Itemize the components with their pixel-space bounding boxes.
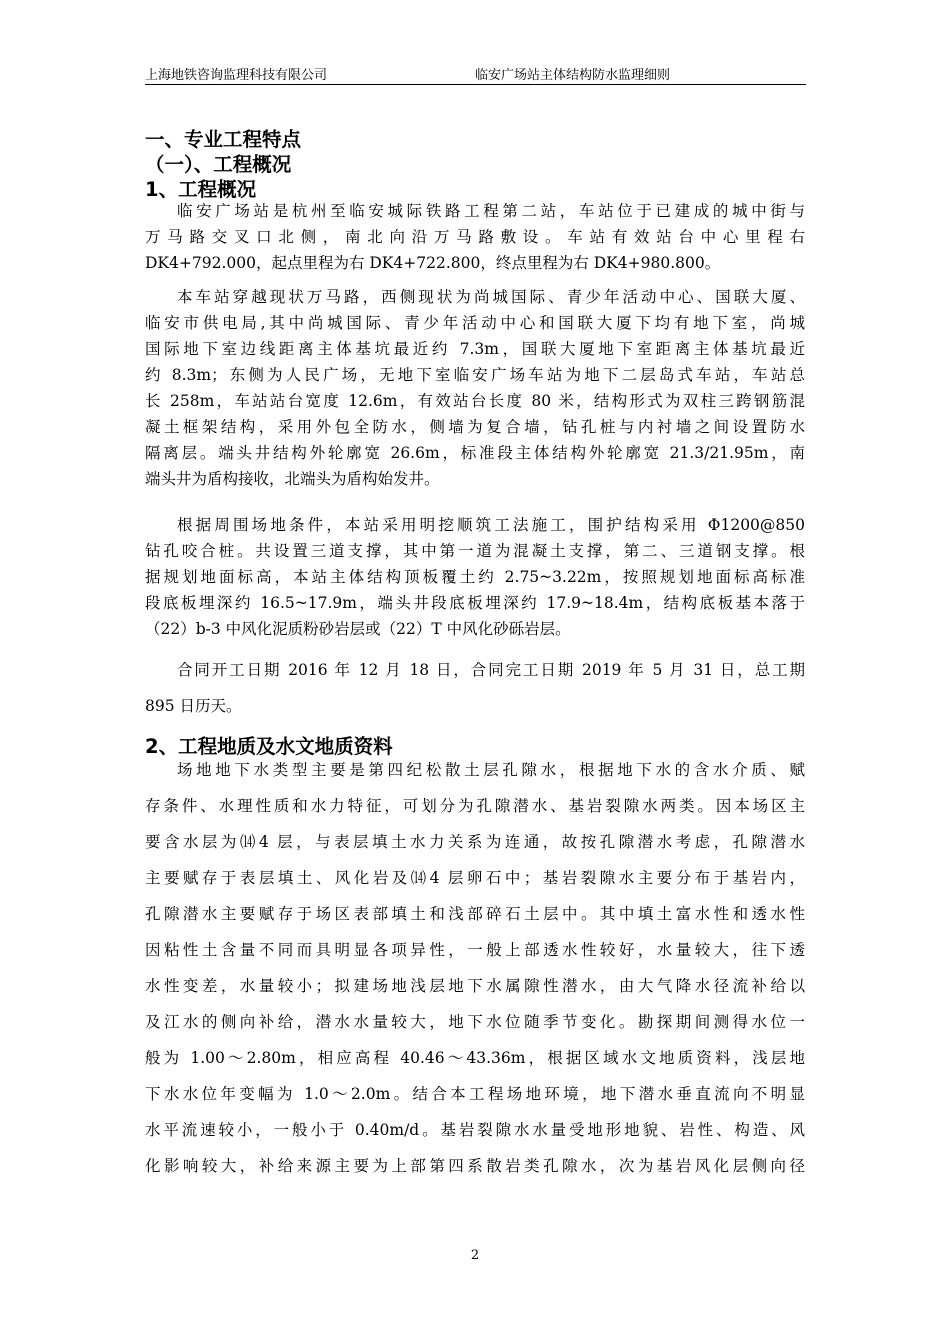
text-line: 临安广场站是杭州至临安城际铁路工程第二站，车站位于已建成的城中街与 bbox=[177, 202, 805, 220]
header-company: 上海地铁咨询监理科技有限公司 bbox=[145, 68, 328, 83]
text-line: 及江水的侧向补给，潜水水量较大，地下水位随季节变化。勘探期间测得水位一 bbox=[145, 1013, 805, 1031]
text-line: 国际地下室边线距离主体基坑最近约 7.3m，国联大厦地下室距离主体基坑最近 bbox=[145, 340, 805, 358]
text-line: 存条件、水理性质和水力特征，可划分为孔隙潜水、基岩裂隙水两类。因本场区主 bbox=[145, 797, 805, 815]
text-line: DK4+792.000，起点里程为右 DK4+722.800，终点里程为右 DK4+980.800。 bbox=[145, 254, 721, 272]
text-line: 水平流速较小，一般小于 0.40m/d。基岩裂隙水水量受地形地貌、岩性、构造、风 bbox=[145, 1121, 805, 1139]
header-divider bbox=[145, 84, 806, 85]
text-line: 孔隙潜水主要赋存于场区表部填土和浅部碎石土层中。其中填土富水性和透水性 bbox=[145, 905, 805, 923]
text-line: 约 8.3m；东侧为人民广场，无地下室临安广场车站为地下二层岛式车站，车站总 bbox=[145, 366, 805, 384]
page-number: 2 bbox=[470, 1248, 480, 1263]
text-line: 要含水层为⒁4 层，与表层填土水力关系为连通，故按孔隙潜水考虑，孔隙潜水 bbox=[145, 833, 805, 851]
section2-paragraph1 bbox=[145, 752, 805, 1184]
text-line: 般为 1.00～2.80m，相应高程 40.46～43.36m，根据区域水文地质资料，浅层地 bbox=[145, 1049, 805, 1067]
text-line: （22）b-3 中风化泥质粉砂岩层或（22）T 中风化砂砾岩层。 bbox=[145, 620, 571, 638]
text-line: 合同开工日期 2016 年 12 月 18 日，合同完工日期 2019 年 5 月 31 日，总工期 bbox=[177, 661, 805, 679]
text-line: 临安市供电局,其中尚城国际、青少年活动中心和国联大厦下均有地下室，尚城 bbox=[145, 314, 805, 332]
text-line: 长 258m，车站站台宽度 12.6m，有效站台长度 80 米，结构形式为双柱三跨钢筋混 bbox=[145, 392, 805, 410]
text-line: 本车站穿越现状万马路，西侧现状为尚城国际、青少年活动中心、国联大厦、 bbox=[177, 288, 805, 306]
header-doc-title: 临安广场站主体结构防水监理细则 bbox=[475, 68, 671, 83]
text-line: 隔离层。端头井结构外轮廓宽 26.6m，标准段主体结构外轮廓宽 21.3/21.95m，南 bbox=[145, 444, 805, 462]
text-line: 据规划地面标高，本站主体结构顶板覆土约 2.75~3.22m，按照规划地面标高标准 bbox=[145, 568, 805, 586]
section1-paragraph1 bbox=[145, 198, 805, 276]
text-line: 因粘性土含量不同而具明显各项异性，一般上部透水性较好，水量较大，往下透 bbox=[145, 941, 805, 959]
text-line: 化影响较大，补给来源主要为上部第四系散岩类孔隙水，次为基岩风化层侧向径 bbox=[145, 1157, 805, 1175]
text-line: 场地地下水类型主要是第四纪松散土层孔隙水，根据地下水的含水介质、赋 bbox=[177, 761, 805, 779]
text-line: 段底板埋深约 16.5~17.9m，端头井段底板埋深约 17.9~18.4m，结构底板基本落于 bbox=[145, 594, 805, 612]
text-line: 钻孔咬合桩。共设置三道支撑，其中第一道为混凝土支撑，第二、三道钢支撑。根 bbox=[145, 542, 805, 560]
text-line: 根据周围场地条件，本站采用明挖顺筑工法施工，围护结构采用 Φ1200@850 bbox=[177, 516, 805, 534]
text-line: 主要赋存于表层填土、风化岩及⒁4 层卵石中；基岩裂隙水主要分布于基岩内， bbox=[145, 869, 805, 887]
section1-paragraph3 bbox=[145, 512, 805, 642]
section1-paragraph2 bbox=[145, 284, 805, 492]
heading-section2: 2、工程地质及水文地质资料 bbox=[145, 735, 393, 758]
text-line: 凝土框架结构，采用外包全防水，侧墙为复合墙，钻孔桩与内衬墙之间设置防水 bbox=[145, 418, 805, 436]
heading-level2: （一）、工程概况 bbox=[145, 153, 292, 176]
text-line: 端头井为盾构接收，北端头为盾构始发井。 bbox=[145, 470, 440, 488]
text-line: 下水水位年变幅为 1.0～2.0m。结合本工程场地环境，地下潜水垂直流向不明显 bbox=[145, 1085, 805, 1103]
section1-paragraph4 bbox=[145, 652, 805, 724]
heading-level1: 一、专业工程特点 bbox=[145, 128, 302, 151]
text-line: 895 日历天。 bbox=[145, 697, 242, 715]
page-header bbox=[145, 64, 805, 84]
text-line: 水性变差，水量较小；拟建场地浅层地下水属隙性潜水，由大气降水径流补给以 bbox=[145, 977, 805, 995]
heading-section1: 1、工程概况 bbox=[145, 178, 257, 201]
text-line: 万马路交叉口北侧，南北向沿万马路敷设。车站有效站台中心里程右 bbox=[145, 228, 805, 246]
